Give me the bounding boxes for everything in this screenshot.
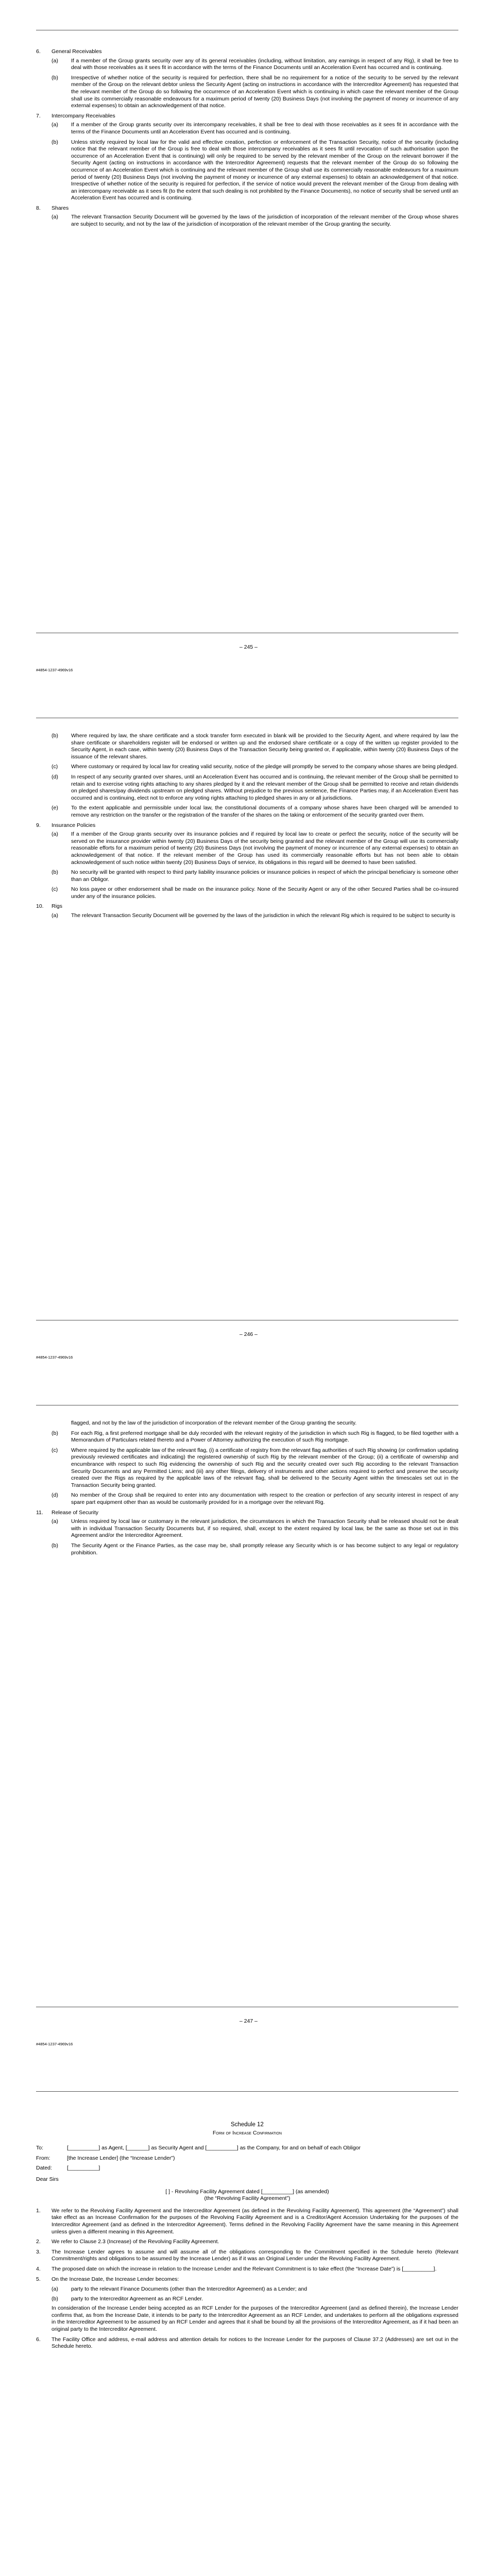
- item-label: (b): [52, 1542, 58, 1549]
- item-text: Unless required by local law or customary in the relevant jurisdiction, the circumstances in which the Transaction Security shall be released should not be dealt with in individual Transaction Security Documents but, if so required, shall, except to the extent required by local law, be the same as those set out in this Agreement and/or the Intercreditor Agreement.: [71, 1518, 458, 1539]
- item-label: (b): [52, 74, 58, 81]
- item-label: (a): [52, 912, 58, 919]
- page-number: – 246 –: [239, 1331, 258, 1337]
- section-number: 7.: [36, 112, 41, 119]
- item-text: For each Rig, a first preferred mortgage shall be duly recorded with the relevant registry of the jurisdiction in which such Rig is flagged, to be filed together with a Memorandum of Particulars related thereto and a Power of Attorney authorizing the execution of such Rig mortgage.: [71, 1430, 458, 1444]
- paragraph-text: On the Increase Date, the Increase Lender becomes:: [52, 2276, 179, 2282]
- sub-item-text: party to the Intercreditor Agreement as an RCF Lender.: [71, 2295, 203, 2302]
- section-heading: [36, 113, 458, 120]
- item-label: (b): [52, 869, 58, 876]
- sub-item-label: (b): [52, 2295, 58, 2302]
- section-title: Rigs: [52, 903, 63, 910]
- continued-paragraph: flagged, and not by the law of the jurisdiction of incorporation of the relevant member of the Group granting the security.: [71, 1420, 357, 1426]
- item-label: (d): [52, 773, 58, 780]
- paragraph-number: 6.: [36, 2336, 41, 2343]
- section-title: Release of Security: [52, 1509, 99, 1516]
- doc-footer-id: #4854-1237-4969v16: [36, 1355, 73, 1360]
- dated-line: [36, 2165, 458, 2172]
- dated-text: [__________]: [67, 2165, 100, 2172]
- paragraph-text: The proposed date on which the increase in relation to the Increase Lender and the Relevant Commitment is to take effect (the “Increase Date”) is [__________].: [52, 2265, 437, 2272]
- item-text: The relevant Transaction Security Document will be governed by the laws of the jurisdiction of incorporation of the relevant member of the Group whose shares are subject to security, and not by the law of the jurisdiction of incorporation of the relevant member of the Group granting the security.: [71, 214, 458, 228]
- item-label: (a): [52, 122, 58, 128]
- section-heading: [36, 822, 458, 829]
- sub-item-label: (a): [52, 2286, 58, 2293]
- sub-item-text: party to the relevant Finance Documents (other than the Intercreditor Agreement) as a Lender; and: [71, 2286, 307, 2293]
- paragraph-number: 2.: [36, 2239, 41, 2245]
- item-text: No loss payee or other endorsement shall be made on the insurance policy. None of the Security Agent or any of the other Secured Parties shall be co-insured under any of the insurance policies.: [71, 886, 458, 900]
- section-number: 9.: [36, 822, 41, 828]
- page-number: – 245 –: [239, 644, 258, 650]
- item-label: (b): [52, 139, 58, 145]
- item-text: In respect of any security granted over shares, until an Acceleration Event has occurred and is continuing, the relevant member of the Group shall be permitted to retain and to exercise voting rights attaching to any shares pledged by it and the relevant member of the Group shall be permitted to receive and retain dividends on pledged shares/pay dividends upstream on pledged shares. Without prejudice to the previous sentence, the Finance Parties may, if an Acceleration Event has occurred and is continuing, elect not to enforce any voting rights attaching to pledged shares in any or all jurisdictions.: [71, 773, 458, 801]
- from-label: From:: [36, 2155, 50, 2161]
- item-label: (c): [52, 764, 58, 770]
- section-number: 10.: [36, 903, 44, 910]
- item-label: (b): [52, 1430, 58, 1436]
- item-text: The relevant Transaction Security Document will be governed by the laws of the jurisdiction in which the relevant Rig which is required to be subject to security is: [71, 912, 455, 919]
- agreement-reference: [ ] - Revolving Facility Agreement dated [__________] (as amended): [165, 2188, 329, 2195]
- item-label: (a): [52, 214, 58, 221]
- dated-label: Dated:: [36, 2165, 52, 2172]
- doc-footer-id: #4854-1237-4969v16: [36, 2042, 73, 2046]
- to-text: [__________] as Agent, [_______] as Security Agent and [__________] as the Company, for and on behalf of each Obligor: [67, 2145, 361, 2151]
- item-label: (c): [52, 1447, 58, 1453]
- section-title: Shares: [52, 205, 69, 211]
- item-label: (a): [52, 1518, 58, 1525]
- section-title: General Receivables: [52, 48, 102, 55]
- item-label: (e): [52, 805, 58, 811]
- agreement-reference-defined: (the “Revolving Facility Agreement”): [204, 2195, 290, 2202]
- paragraph-continuation: In consideration of the Increase Lender being accepted as an RCF Lender for the purposes of the Intercreditor Agreement (and as defined therein), the Increase Lender confirms that, as from the Increase Date, it intends to be party to the Intercreditor Agreement as an RCF Lender, and undertakes to perform all the obligations expressed in the Intercreditor Agreement to be assumed by an RCF Lender and agrees that it shall be bound by all the provisions of the Intercreditor Agreement, as if it had been an original party to the Intercreditor Agreement.: [52, 2305, 458, 2333]
- page-number: – 247 –: [239, 2018, 258, 2024]
- paragraph-text: The Facility Office and address, e-mail address and attention details for notices to the Increase Lender for the purposes of Clause 37.2 (Addresses) are set out in the Schedule hereto.: [52, 2336, 458, 2350]
- page-245-content: [36, 45, 458, 231]
- item-label: (a): [52, 57, 58, 64]
- item-text: If a member of the Group grants security over any of its general receivables (including, without limitation, any earnings in respect of any Rig), it shall be free to deal with those receivables as it sees fit in accordance with the terms of the Finance Documents until an Acceleration Event has occurred and is continuing.: [71, 57, 458, 71]
- salutation: Dear Sirs: [36, 2176, 59, 2182]
- paragraph-text: We refer to Clause 2.3 (Increase) of the Revolving Facility Agreement.: [52, 2239, 219, 2245]
- from-line: [36, 2155, 458, 2162]
- doc-footer-id: #4854-1237-4969v16: [36, 668, 73, 672]
- paragraph-number: 3.: [36, 2248, 41, 2255]
- item-label: (c): [52, 886, 58, 893]
- item-text: If a member of the Group grants security over its intercompany receivables, it shall be free to deal with those receivables as it sees fit in accordance with the terms of the Finance Documents until an Acceleration Event has occurred and is continuing.: [71, 122, 458, 135]
- section-heading: [36, 1510, 458, 1517]
- section-number: 6.: [36, 48, 41, 55]
- section-number: 11.: [36, 1509, 43, 1516]
- item-label: (b): [52, 733, 58, 739]
- section-number: 8.: [36, 205, 41, 211]
- page-248-content: [36, 2122, 458, 2353]
- paragraph-number: 4.: [36, 2265, 41, 2272]
- section-title: Insurance Policies: [52, 822, 96, 828]
- section-heading: [36, 903, 458, 910]
- item-text: If a member of the Group grants security over its insurance policies and if required by local law to create or perfect the security, notice of the security will be served on the insurance provider within twenty (20) Business Days of the security being granted and the relevant member of the Group will use its commercially reasonable efforts for a maximum period of twenty (20) Business Days (not involving the payment of money or incurrence of any external expenses) to obtain an acknowledgement of that notice. If the relevant member of the Group has used its commercially reasonable efforts but has not been able to obtain acknowledgement of such notice within twenty (20) Business Days of service, its obligations in this regard will be deemed to have been satisfied.: [71, 831, 458, 866]
- section-heading: [36, 205, 458, 212]
- item-text: The Security Agent or the Finance Parties, as the case may be, shall promptly release any Security which is or has become subject to any legal or regulatory prohibition.: [71, 1542, 458, 1556]
- page-246-content: [36, 733, 458, 923]
- item-text: Irrespective of whether notice of the security is required for perfection, there shall be no requirement for a notice of the security to be served by the relevant member of the Group on the relevant debtor unless the Security Agent (acting on instructions in accordance with the Intercreditor Agreement) has requested that the relevant member of the Group do so following the occurrence of an Acceleration Event which is continuing in which case the relevant member of the Group shall use its commercially reasonable endeavours for a maximum period of twenty (20) Business Days (not involving the payment of money or incurrence of any external expenses) to obtain an acknowledgement of that notice.: [71, 74, 458, 109]
- item-text: Where required by law, the share certificate and a stock transfer form executed in blank will be provided to the Security Agent, and where required by law the share certificate or shareholders register will be endorsed or written up and the endorsed share certificate or a copy of the written up register provided to the Security Agent, in each case, within twenty (20) Business Days of the Transaction Security being granted or, if applicable, within twenty (20) Business Days of the issuance of the relevant shares.: [71, 733, 458, 760]
- to-label: To:: [36, 2145, 44, 2151]
- item-text: No member of the Group shall be required to enter into any documentation with respect to the creation or perfection of any security interest in respect of any spare part equipment other than as would be customarily provided for in a mortgage over the relevant Rig.: [71, 1492, 458, 1505]
- page-247-content: [36, 1420, 458, 1560]
- paragraph-number: 1.: [36, 2207, 41, 2214]
- item-label: (d): [52, 1492, 58, 1499]
- section-title: Intercompany Receivables: [52, 112, 115, 119]
- item-text: To the extent applicable and permissible under local law, the constitutional documents of a company whose shares have been charged will be amended to remove any restriction on the transfer or the registration of the transfer of the shares on the taking or enforcement of the security granted over them.: [71, 805, 458, 818]
- item-text: Where required by the applicable law of the relevant flag, (i) a certificate of registry from the relevant flag authorities of such Rig showing (or confirmation updating previously reviewed certificates and indicating) the registered ownership of such Rig by the relevant member of the Group; (ii) a certificate of ownership and encumbrance with respect to such Rig evidencing the ownership of such Rig and the security created over such Rig according to the relevant Transaction Security Documents and any Permitted Liens; and (iii) any other filings, delivery of instruments and other actions required to perfect and preserve the security created over the Rigs as required by the applicable laws of the relevant flag, shall be delivered to the Security Agent within the timescales set out in the Transaction Security being granted.: [71, 1447, 458, 1488]
- from-text: [the Increase Lender] (the “Increase Lender”): [67, 2155, 175, 2161]
- section-heading: [36, 48, 458, 56]
- schedule-subtitle: Form of Increase Confirmation: [212, 2129, 282, 2136]
- paragraph-text: The Increase Lender agrees to assume and will assume all of the obligations corresponding to the Commitment specified in the Schedule hereto (Relevant Commitment/rights and obligations to be assumed by the Increase Lender) as if it was an Original Lender under the Revolving Facility Agreement.: [52, 2248, 458, 2262]
- to-line: [36, 2145, 458, 2152]
- paragraph-number: 5.: [36, 2276, 41, 2282]
- item-text: Where customary or required by local law for creating valid security, notice of the pledge will promptly be served to the company whose shares are being pledged.: [71, 764, 458, 770]
- page-top-rule: [36, 2091, 458, 2092]
- schedule-title: Schedule 12: [231, 2122, 264, 2128]
- item-label: (a): [52, 831, 58, 838]
- item-text: Unless strictly required by local law for the valid and effective creation, perfection or enforcement of the Transaction Security, notice of the security (including notice that the relevant member of the Group is free to deal with those intercompany receivables as it sees fit until revocation of such authorisation upon the occurrence of an Acceleration Event that is continuing) will only be required to be served by the relevant member of the Group on the relevant borrower if the Security Agent (acting on instructions in accordance with the Intercreditor Agreement) requests that the relevant member of the Group do so following the occurrence of an Acceleration Event which is continuing and the relevant member of the Group shall use its commercially reasonable endeavours for a maximum period of twenty (20) Business Days (not involving the payment of money or incurrence of any external expenses) to obtain an acknowledgement of that notice. Irrespective of whether notice of the security is required for perfection, if the service of notice would prevent the relevant member of the Group from dealing with an intercompany receivable as it sees fit (to the extent that such dealing is not prohibited by the Finance Documents), no notice of security shall be served until an Acceleration Event has occurred and is continuing.: [71, 139, 458, 201]
- item-text: No security will be granted with respect to third party liability insurance policies or insurance policies in respect of which the principal beneficiary is someone other than an Obligor.: [71, 869, 458, 883]
- paragraph-text: We refer to the Revolving Facility Agreement and the Intercreditor Agreement (as defined in the Revolving Facility Agreement). This agreement (the “Agreement”) shall take effect as an Increase Confirmation for the purposes of the Revolving Facility Agreement and is a Creditor/Agent Accession Undertaking for the purposes of the Intercreditor Agreement (and as defined in the Intercreditor Agreement). Terms defined in the Revolving Facility Agreement have the same meaning in this Agreement unless given a different meaning in this Agreement.: [52, 2207, 458, 2235]
